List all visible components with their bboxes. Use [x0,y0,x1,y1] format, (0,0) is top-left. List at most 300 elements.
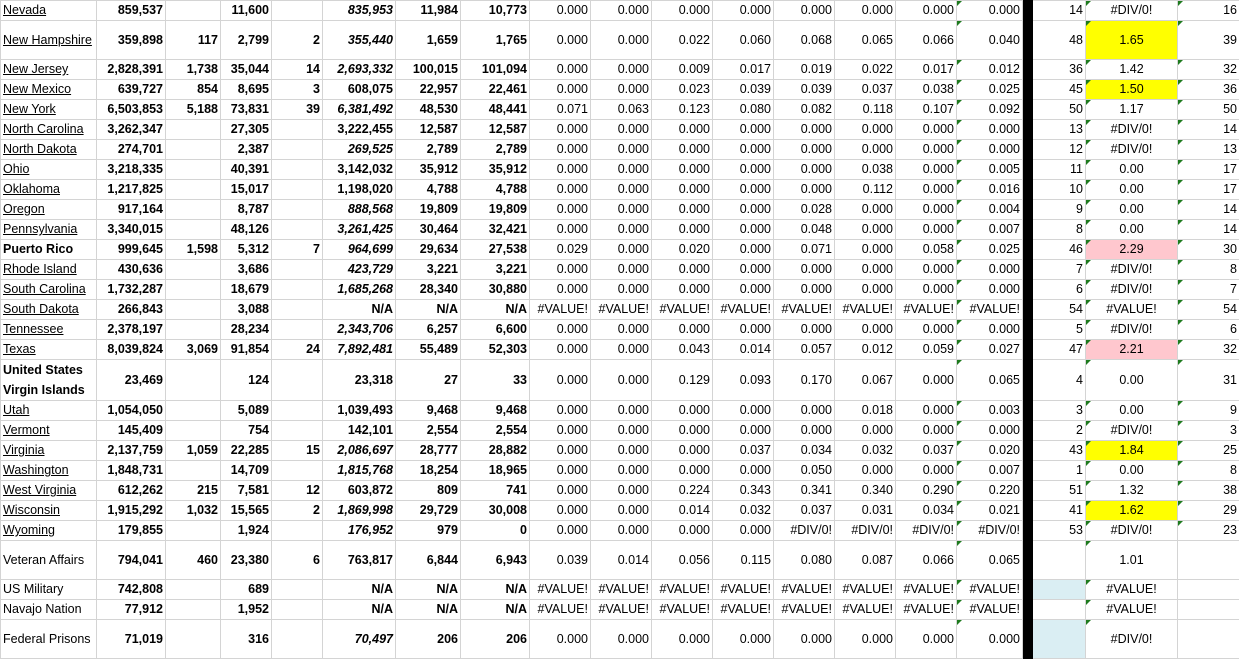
rate-cell[interactable]: 0.000 [896,180,957,200]
ratio-cell[interactable]: 0.00 [1086,360,1178,401]
rate-cell[interactable]: #VALUE! [530,300,591,320]
rate-cell[interactable]: 0.000 [652,1,713,21]
value-cell[interactable] [272,280,323,300]
rank-cell[interactable]: 10 [1033,180,1086,200]
value-cell[interactable]: 6,600 [461,320,530,340]
rate-cell[interactable]: 0.012 [957,60,1023,80]
rate-cell[interactable]: 0.017 [713,60,774,80]
value-cell[interactable]: 22,461 [461,80,530,100]
rate-cell[interactable]: 0.000 [774,421,835,441]
rate-cell[interactable]: 0.000 [591,501,652,521]
value-cell[interactable]: 2 [272,21,323,60]
value-cell[interactable]: 5,089 [221,401,272,421]
rate-cell[interactable]: #VALUE! [652,300,713,320]
rate-cell[interactable]: 0.000 [835,461,896,481]
value-cell[interactable]: 3,261,425 [323,220,396,240]
rate-cell[interactable]: 0.021 [957,501,1023,521]
rate-cell[interactable]: 0.170 [774,360,835,401]
value-cell[interactable]: 754 [221,421,272,441]
value-cell[interactable] [272,620,323,659]
rate-cell[interactable]: 0.022 [835,60,896,80]
rank-cell[interactable]: 4 [1033,360,1086,401]
rate-cell[interactable]: #VALUE! [835,600,896,620]
rate-cell[interactable]: 0.000 [530,421,591,441]
value-cell[interactable] [272,360,323,401]
rate-cell[interactable]: 0.043 [652,340,713,360]
rank-cell[interactable]: 50 [1033,100,1086,120]
row-label-link[interactable]: Rhode Island [3,262,77,276]
ratio-cell[interactable]: #VALUE! [1086,300,1178,320]
rate-cell[interactable]: 0.000 [896,140,957,160]
population-cell[interactable]: 77,912 [97,600,166,620]
rank-cell[interactable]: 32 [1178,340,1239,360]
rate-cell[interactable]: 0.032 [713,501,774,521]
rate-cell[interactable]: #VALUE! [713,600,774,620]
rate-cell[interactable]: 0.000 [774,120,835,140]
row-label-link[interactable]: New York [3,102,56,116]
value-cell[interactable]: 2,799 [221,21,272,60]
rate-cell[interactable]: 0.000 [530,1,591,21]
value-cell[interactable] [166,180,221,200]
rank-cell[interactable]: 6 [1178,320,1239,340]
value-cell[interactable]: 809 [396,481,461,501]
rank-cell[interactable]: 29 [1178,501,1239,521]
rate-cell[interactable]: 0.065 [835,21,896,60]
rate-cell[interactable]: 0.000 [835,120,896,140]
value-cell[interactable]: 15,565 [221,501,272,521]
rate-cell[interactable]: 0.000 [530,401,591,421]
row-label-link[interactable]: South Dakota [3,302,79,316]
rate-cell[interactable]: 0.000 [530,220,591,240]
rate-cell[interactable]: 0.000 [591,421,652,441]
rate-cell[interactable]: #VALUE! [835,580,896,600]
population-cell[interactable]: 6,503,853 [97,100,166,120]
value-cell[interactable]: 3 [272,80,323,100]
value-cell[interactable]: 14,709 [221,461,272,481]
value-cell[interactable]: 2,789 [396,140,461,160]
value-cell[interactable]: 0 [461,521,530,541]
population-cell[interactable]: 794,041 [97,541,166,580]
value-cell[interactable] [272,580,323,600]
rank-cell[interactable]: 32 [1178,60,1239,80]
population-cell[interactable]: 1,054,050 [97,401,166,421]
rate-cell[interactable]: 0.004 [957,200,1023,220]
row-label-link[interactable]: New Mexico [3,82,72,96]
value-cell[interactable] [272,421,323,441]
value-cell[interactable]: 3,221 [461,260,530,280]
rank-cell[interactable]: 38 [1178,481,1239,501]
ratio-cell[interactable]: #DIV/0! [1086,120,1178,140]
rank-cell[interactable]: 5 [1033,320,1086,340]
rate-cell[interactable]: #VALUE! [896,300,957,320]
rate-cell[interactable]: 0.000 [896,1,957,21]
value-cell[interactable]: 28,340 [396,280,461,300]
row-label-link[interactable]: West Virginia [3,483,77,497]
rate-cell[interactable]: 0.007 [957,220,1023,240]
value-cell[interactable]: 2,789 [461,140,530,160]
rate-cell[interactable]: 0.000 [835,260,896,280]
value-cell[interactable]: 117 [166,21,221,60]
rank-cell[interactable]: 8 [1033,220,1086,240]
rate-cell[interactable]: 0.000 [652,401,713,421]
rank-cell[interactable] [1033,620,1086,659]
rate-cell[interactable]: 0.000 [957,120,1023,140]
value-cell[interactable] [166,280,221,300]
rate-cell[interactable]: 0.018 [835,401,896,421]
value-cell[interactable]: 2,343,706 [323,320,396,340]
rate-cell[interactable]: 0.000 [530,620,591,659]
value-cell[interactable]: 763,817 [323,541,396,580]
rate-cell[interactable]: 0.000 [896,401,957,421]
value-cell[interactable]: 206 [396,620,461,659]
rate-cell[interactable]: 0.000 [591,461,652,481]
value-cell[interactable]: 1,815,768 [323,461,396,481]
value-cell[interactable] [272,320,323,340]
rank-cell[interactable]: 36 [1033,60,1086,80]
rate-cell[interactable]: 0.000 [896,220,957,240]
rate-cell[interactable]: 0.000 [652,441,713,461]
value-cell[interactable]: 8,695 [221,80,272,100]
value-cell[interactable] [272,600,323,620]
value-cell[interactable] [272,180,323,200]
rate-cell[interactable]: 0.000 [591,160,652,180]
population-cell[interactable]: 3,262,347 [97,120,166,140]
value-cell[interactable] [272,521,323,541]
ratio-cell[interactable]: #DIV/0! [1086,521,1178,541]
rate-cell[interactable]: 0.290 [896,481,957,501]
rate-cell[interactable]: 0.025 [957,80,1023,100]
ratio-cell[interactable]: 1.01 [1086,541,1178,580]
rate-cell[interactable]: 0.000 [652,260,713,280]
value-cell[interactable] [166,300,221,320]
ratio-cell[interactable]: #DIV/0! [1086,140,1178,160]
value-cell[interactable]: 1,765 [461,21,530,60]
rate-cell[interactable]: #DIV/0! [896,521,957,541]
rank-cell[interactable]: 46 [1033,240,1086,260]
rank-cell[interactable]: 3 [1033,401,1086,421]
ratio-cell[interactable]: 0.00 [1086,220,1178,240]
value-cell[interactable]: 35,912 [396,160,461,180]
rate-cell[interactable]: 0.017 [896,60,957,80]
value-cell[interactable] [166,360,221,401]
row-label-cell[interactable] [1,360,97,401]
rate-cell[interactable]: 0.000 [591,140,652,160]
value-cell[interactable]: 23,380 [221,541,272,580]
ratio-cell[interactable]: #DIV/0! [1086,260,1178,280]
row-label-cell[interactable] [1,200,97,220]
value-cell[interactable]: 48,126 [221,220,272,240]
value-cell[interactable]: 11,984 [396,1,461,21]
value-cell[interactable] [272,120,323,140]
rate-cell[interactable]: 0.000 [591,120,652,140]
rank-cell[interactable]: 8 [1178,461,1239,481]
rank-cell[interactable]: 51 [1033,481,1086,501]
value-cell[interactable]: 27 [396,360,461,401]
rate-cell[interactable]: 0.000 [713,401,774,421]
ratio-cell[interactable]: 1.50 [1086,80,1178,100]
value-cell[interactable]: 6 [272,541,323,580]
rate-cell[interactable]: 0.028 [774,200,835,220]
rate-cell[interactable]: 0.027 [957,340,1023,360]
row-label-cell[interactable] [1,220,97,240]
rate-cell[interactable]: 0.000 [957,421,1023,441]
value-cell[interactable]: 29,634 [396,240,461,260]
rate-cell[interactable]: 0.000 [530,320,591,340]
rate-cell[interactable]: 0.037 [713,441,774,461]
row-label-cell[interactable] [1,541,97,580]
rate-cell[interactable]: 0.340 [835,481,896,501]
rate-cell[interactable]: #VALUE! [652,600,713,620]
row-label-cell[interactable] [1,461,97,481]
value-cell[interactable]: 854 [166,80,221,100]
rate-cell[interactable]: 0.066 [896,541,957,580]
rate-cell[interactable]: 0.000 [530,200,591,220]
ratio-cell[interactable]: 1.42 [1086,60,1178,80]
rate-cell[interactable]: 0.000 [896,260,957,280]
value-cell[interactable]: 18,254 [396,461,461,481]
rate-cell[interactable]: 0.082 [774,100,835,120]
value-cell[interactable]: 6,943 [461,541,530,580]
rate-cell[interactable]: 0.000 [957,320,1023,340]
value-cell[interactable]: 40,391 [221,160,272,180]
rate-cell[interactable]: 0.000 [774,160,835,180]
value-cell[interactable]: N/A [396,300,461,320]
rate-cell[interactable]: 0.092 [957,100,1023,120]
value-cell[interactable]: 124 [221,360,272,401]
rate-cell[interactable]: 0.000 [530,120,591,140]
row-label-cell[interactable] [1,60,97,80]
row-label-cell[interactable] [1,160,97,180]
value-cell[interactable] [166,140,221,160]
population-cell[interactable]: 917,164 [97,200,166,220]
value-cell[interactable] [166,521,221,541]
rate-cell[interactable]: 0.037 [774,501,835,521]
rate-cell[interactable]: 0.000 [652,200,713,220]
value-cell[interactable]: 7,581 [221,481,272,501]
rank-cell[interactable]: 2 [1033,421,1086,441]
rate-cell[interactable]: 0.000 [896,200,957,220]
rate-cell[interactable]: 0.000 [835,140,896,160]
value-cell[interactable]: 689 [221,580,272,600]
rate-cell[interactable]: 0.056 [652,541,713,580]
row-label-cell[interactable] [1,580,97,600]
rate-cell[interactable]: 0.000 [896,461,957,481]
rate-cell[interactable]: #VALUE! [713,300,774,320]
rate-cell[interactable]: 0.000 [652,421,713,441]
rate-cell[interactable]: 0.000 [713,620,774,659]
rate-cell[interactable]: 0.005 [957,160,1023,180]
rate-cell[interactable]: 0.000 [530,441,591,461]
rate-cell[interactable]: 0.065 [957,541,1023,580]
rank-cell[interactable]: 23 [1178,521,1239,541]
row-label-cell[interactable] [1,481,97,501]
value-cell[interactable]: 1,924 [221,521,272,541]
rate-cell[interactable]: 0.000 [774,140,835,160]
value-cell[interactable]: 19,809 [396,200,461,220]
rate-cell[interactable]: 0.071 [530,100,591,120]
rate-cell[interactable]: 0.039 [530,541,591,580]
value-cell[interactable] [272,300,323,320]
rate-cell[interactable]: 0.000 [591,60,652,80]
value-cell[interactable]: 11,600 [221,1,272,21]
rate-cell[interactable]: 0.020 [652,240,713,260]
value-cell[interactable]: 9,468 [396,401,461,421]
ratio-cell[interactable]: 1.84 [1086,441,1178,461]
value-cell[interactable]: 28,234 [221,320,272,340]
value-cell[interactable]: 2,086,697 [323,441,396,461]
rate-cell[interactable]: 0.031 [835,501,896,521]
rate-cell[interactable]: 0.112 [835,180,896,200]
value-cell[interactable]: 30,464 [396,220,461,240]
row-label-link[interactable]: North Carolina [3,122,84,136]
rate-cell[interactable]: #VALUE! [774,600,835,620]
rate-cell[interactable]: 0.007 [957,461,1023,481]
value-cell[interactable]: N/A [323,580,396,600]
population-cell[interactable]: 742,808 [97,580,166,600]
rate-cell[interactable]: 0.107 [896,100,957,120]
rate-cell[interactable]: 0.000 [957,620,1023,659]
value-cell[interactable]: 3,686 [221,260,272,280]
rate-cell[interactable]: 0.000 [591,1,652,21]
value-cell[interactable]: 27,305 [221,120,272,140]
value-cell[interactable] [272,160,323,180]
rate-cell[interactable]: 0.093 [713,360,774,401]
ratio-cell[interactable]: 0.00 [1086,461,1178,481]
rate-cell[interactable]: 0.000 [896,160,957,180]
rate-cell[interactable]: 0.019 [774,60,835,80]
value-cell[interactable] [166,401,221,421]
value-cell[interactable]: 269,525 [323,140,396,160]
population-cell[interactable]: 274,701 [97,140,166,160]
rate-cell[interactable]: 0.020 [957,441,1023,461]
rank-cell[interactable]: 9 [1033,200,1086,220]
value-cell[interactable]: 6,381,492 [323,100,396,120]
rate-cell[interactable]: 0.060 [713,21,774,60]
ratio-cell[interactable]: 1.62 [1086,501,1178,521]
population-cell[interactable]: 145,409 [97,421,166,441]
value-cell[interactable]: 7 [272,240,323,260]
row-label-cell[interactable] [1,320,97,340]
rate-cell[interactable]: 0.000 [591,200,652,220]
rate-cell[interactable]: 0.037 [896,441,957,461]
rate-cell[interactable]: 0.000 [530,180,591,200]
value-cell[interactable] [166,200,221,220]
row-label-link[interactable]: South Carolina [3,282,86,296]
rank-cell[interactable]: 6 [1033,280,1086,300]
rate-cell[interactable]: #DIV/0! [957,521,1023,541]
rank-cell[interactable]: 17 [1178,160,1239,180]
rate-cell[interactable]: 0.000 [530,260,591,280]
rate-cell[interactable]: 0.000 [835,240,896,260]
value-cell[interactable]: 12,587 [461,120,530,140]
value-cell[interactable]: 28,882 [461,441,530,461]
population-cell[interactable]: 3,340,015 [97,220,166,240]
row-label-cell[interactable] [1,280,97,300]
rate-cell[interactable]: 0.057 [774,340,835,360]
value-cell[interactable]: 22,957 [396,80,461,100]
ratio-cell[interactable]: #VALUE! [1086,600,1178,620]
row-label-link[interactable]: Vermont [3,423,50,437]
rank-cell[interactable]: 50 [1178,100,1239,120]
rate-cell[interactable]: 0.000 [652,120,713,140]
rate-cell[interactable]: 0.000 [835,421,896,441]
row-label-cell[interactable] [1,421,97,441]
rank-cell[interactable] [1178,580,1239,600]
rate-cell[interactable]: 0.000 [774,260,835,280]
value-cell[interactable]: 101,094 [461,60,530,80]
rank-cell[interactable] [1033,600,1086,620]
row-label-cell[interactable] [1,80,97,100]
ratio-cell[interactable]: 2.21 [1086,340,1178,360]
rate-cell[interactable]: 0.000 [530,461,591,481]
value-cell[interactable] [166,600,221,620]
rate-cell[interactable]: 0.118 [835,100,896,120]
rate-cell[interactable]: 0.000 [896,620,957,659]
rate-cell[interactable]: 0.000 [591,80,652,100]
row-label-cell[interactable] [1,240,97,260]
row-label-link[interactable]: Virginia [3,443,45,457]
rank-cell[interactable]: 9 [1178,401,1239,421]
rate-cell[interactable]: 0.000 [774,280,835,300]
rate-cell[interactable]: 0.000 [713,160,774,180]
value-cell[interactable]: 24 [272,340,323,360]
rate-cell[interactable]: 0.000 [957,260,1023,280]
population-cell[interactable]: 23,469 [97,360,166,401]
ratio-cell[interactable]: 0.00 [1086,401,1178,421]
rate-cell[interactable]: 0.000 [713,260,774,280]
rate-cell[interactable]: #DIV/0! [774,521,835,541]
rate-cell[interactable]: 0.014 [652,501,713,521]
rate-cell[interactable]: 0.048 [774,220,835,240]
rate-cell[interactable]: 0.000 [591,280,652,300]
row-label-link[interactable]: North Dakota [3,142,77,156]
population-cell[interactable]: 3,218,335 [97,160,166,180]
value-cell[interactable]: 73,831 [221,100,272,120]
value-cell[interactable]: 48,441 [461,100,530,120]
rate-cell[interactable]: #VALUE! [957,600,1023,620]
ratio-cell[interactable]: 1.17 [1086,100,1178,120]
rate-cell[interactable]: 0.000 [591,481,652,501]
rate-cell[interactable]: 0.000 [713,461,774,481]
row-label-link[interactable]: Oregon [3,202,45,216]
rank-cell[interactable]: 36 [1178,80,1239,100]
rate-cell[interactable]: 0.000 [530,360,591,401]
rank-cell[interactable] [1033,580,1086,600]
rank-cell[interactable]: 14 [1178,220,1239,240]
rank-cell[interactable]: 3 [1178,421,1239,441]
value-cell[interactable]: 1,659 [396,21,461,60]
value-cell[interactable] [166,461,221,481]
ratio-cell[interactable]: 0.00 [1086,200,1178,220]
population-cell[interactable]: 8,039,824 [97,340,166,360]
row-label-link[interactable]: Ohio [3,162,30,176]
rate-cell[interactable]: 0.009 [652,60,713,80]
row-label-cell[interactable] [1,340,97,360]
row-label-cell[interactable] [1,1,97,21]
rank-cell[interactable] [1033,541,1086,580]
rate-cell[interactable]: 0.000 [652,220,713,240]
rate-cell[interactable]: 0.000 [591,260,652,280]
population-cell[interactable]: 859,537 [97,1,166,21]
rate-cell[interactable]: 0.014 [591,541,652,580]
rate-cell[interactable]: 0.000 [713,521,774,541]
rate-cell[interactable]: 0.000 [591,320,652,340]
rank-cell[interactable]: 13 [1178,140,1239,160]
rate-cell[interactable]: 0.063 [591,100,652,120]
value-cell[interactable]: 3,069 [166,340,221,360]
rate-cell[interactable]: 0.000 [530,280,591,300]
row-label-cell[interactable] [1,501,97,521]
